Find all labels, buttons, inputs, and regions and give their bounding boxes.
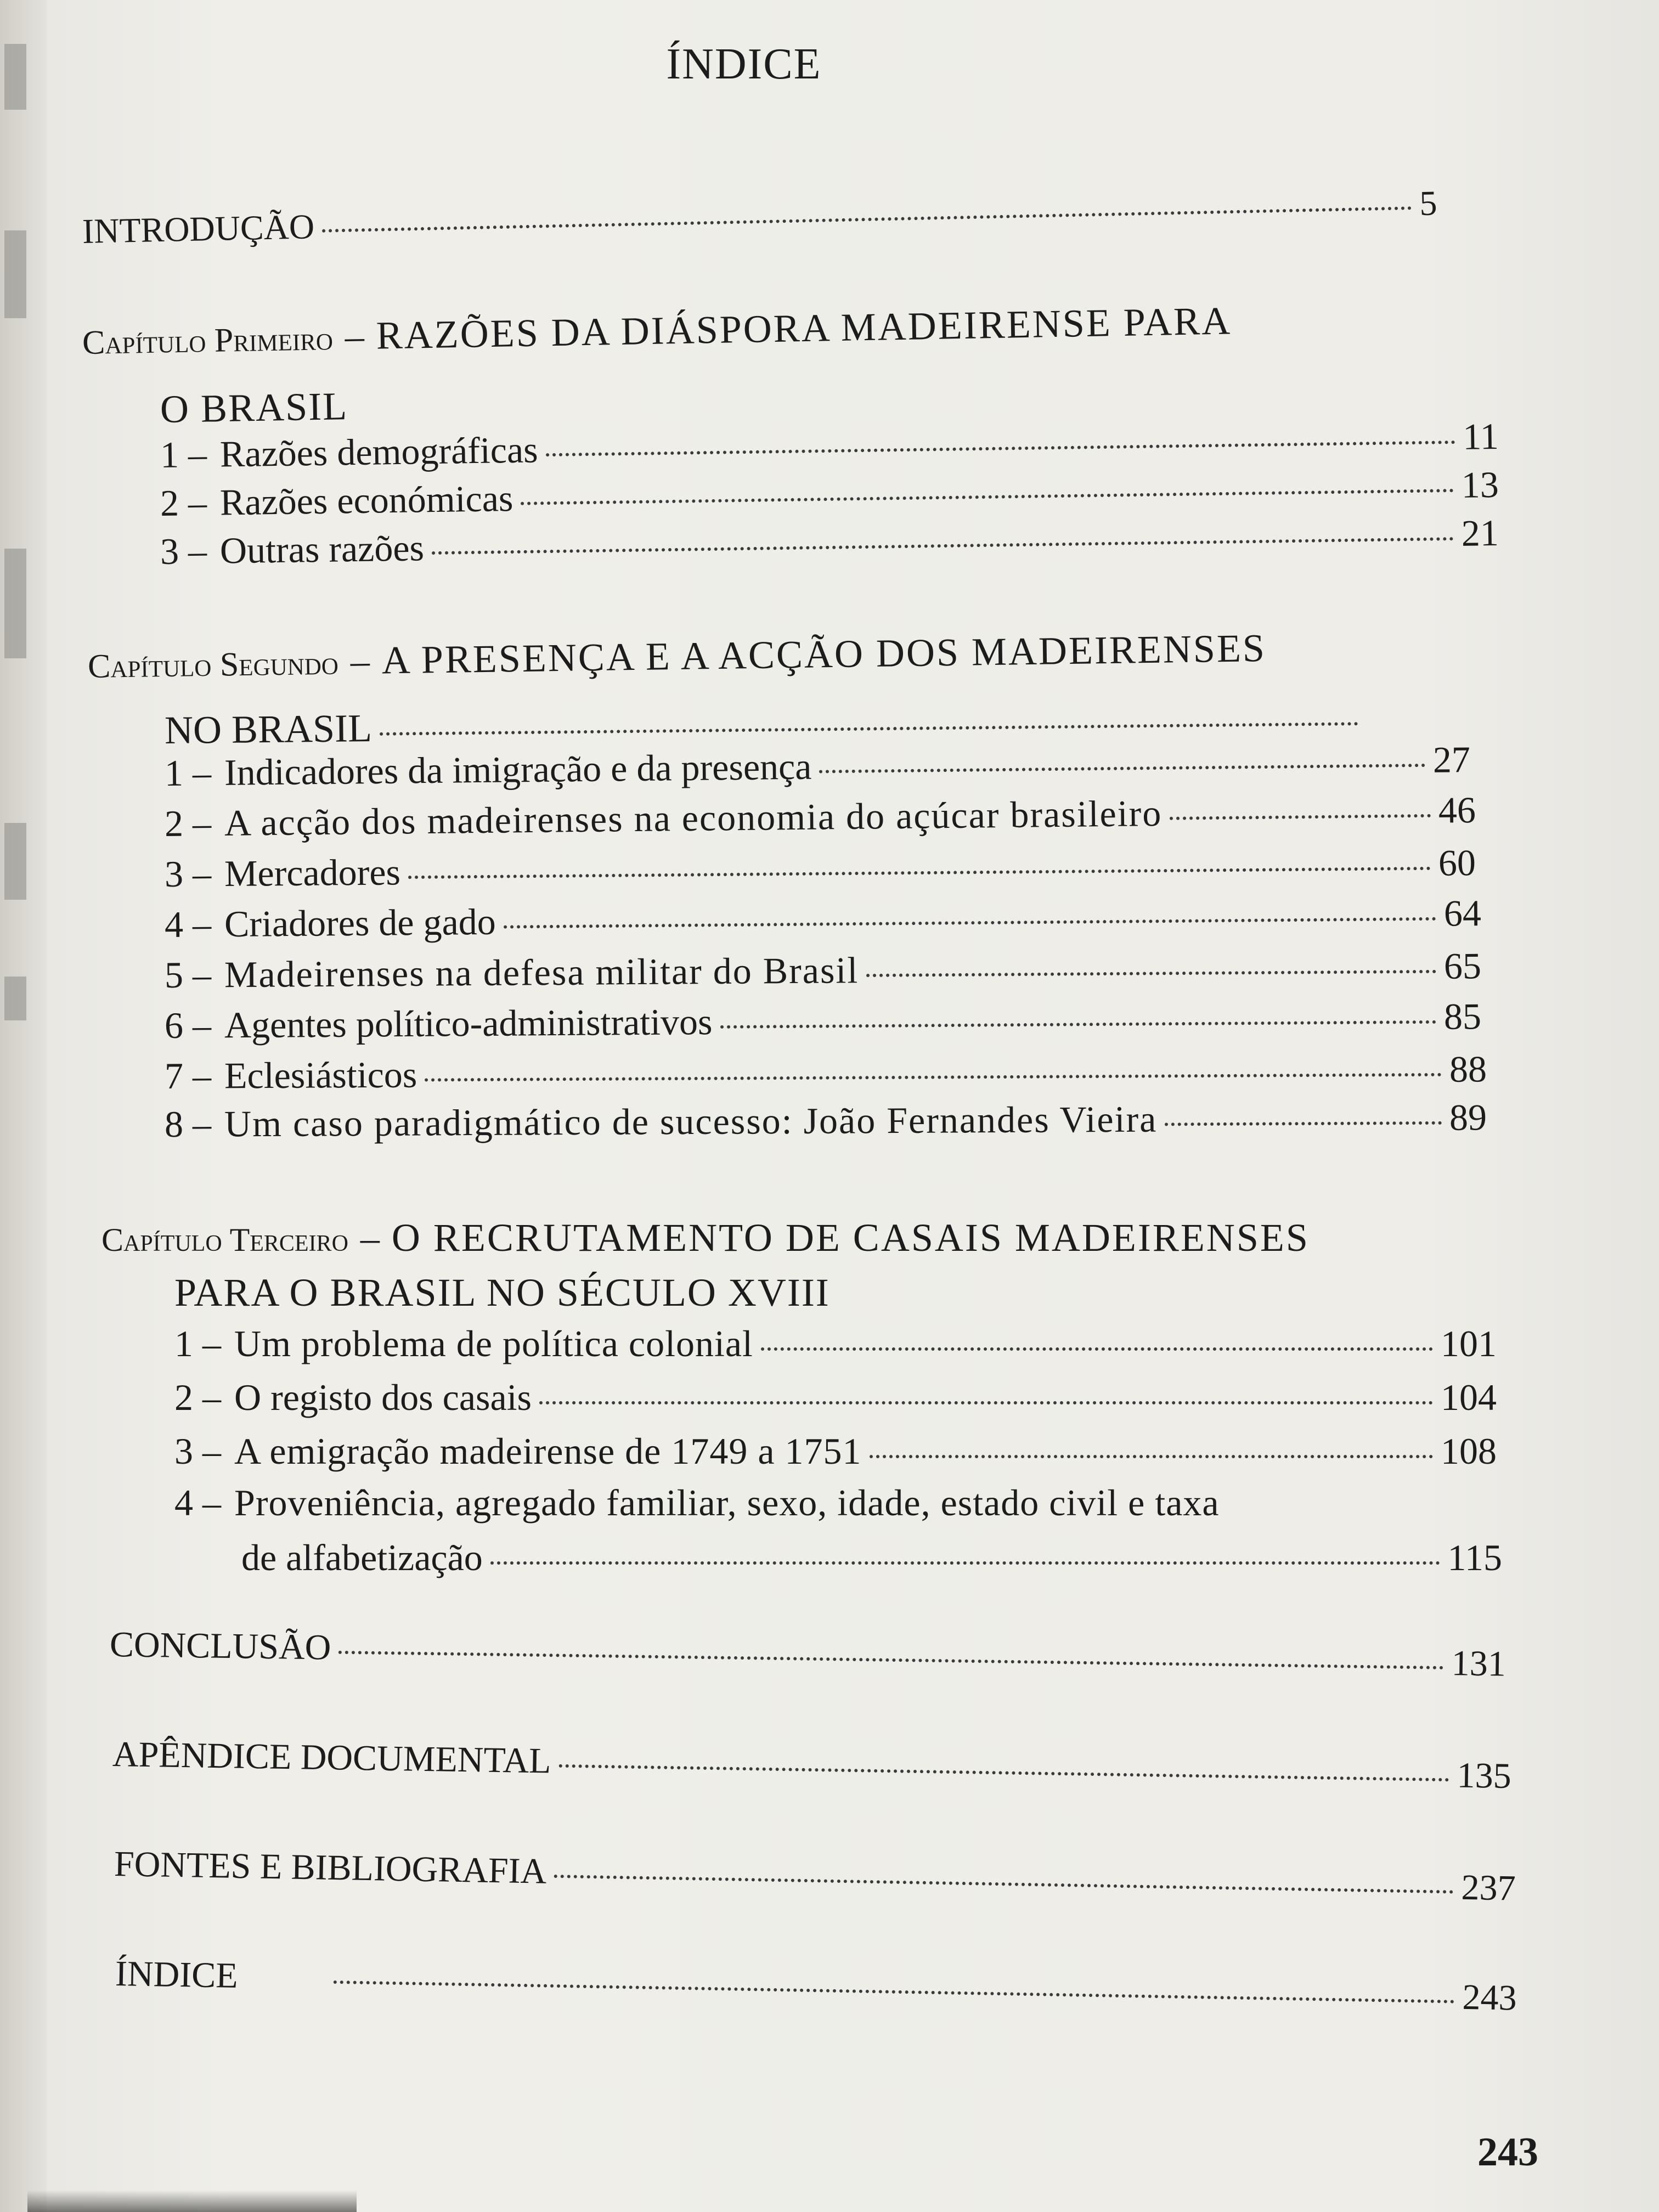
toc-entry	[174, 1430, 1497, 1473]
leader-dots	[521, 489, 1454, 505]
entry-page-number: 13	[1461, 463, 1499, 506]
chapter-dash: –	[350, 640, 370, 683]
leader-dots	[380, 722, 1358, 736]
book-binding	[0, 0, 47, 2212]
binding-mark	[4, 977, 26, 1020]
chapter-title: O RECRUTAMENTO DE CASAIS MADEIRENSES	[391, 1216, 1310, 1260]
entry-label: Razões demográficas	[219, 428, 539, 475]
chapter-prefix: Capítulo Terceiro	[101, 1222, 348, 1258]
entry-page-number: 88	[1449, 1048, 1487, 1090]
leader-dots	[408, 867, 1431, 879]
entry-number: 2 –	[174, 1376, 221, 1418]
entry-label: A emigração madeirense de 1749 a 1751	[234, 1430, 862, 1472]
entry-number: 3 –	[164, 853, 212, 895]
binding-mark	[4, 549, 26, 658]
entry-label-cont: de alfabetização	[241, 1537, 483, 1578]
entry-page-number: 65	[1443, 945, 1482, 987]
page-title: ÍNDICE	[666, 40, 822, 88]
toc-entry	[165, 841, 1476, 896]
leader-dots	[558, 1764, 1449, 1781]
entry-number: 6 –	[164, 1004, 212, 1046]
entry-page-number: 131	[1451, 1643, 1506, 1684]
entry-label: INTRODUÇÃO	[82, 207, 315, 251]
chapter-title-line: NO BRASIL	[164, 706, 373, 752]
chapter-dash: –	[360, 1217, 380, 1260]
entry-label: FONTES E BIBLIOGRAFIA	[114, 1844, 547, 1892]
entry-number: 5 –	[164, 953, 212, 996]
page-folio: 243	[1477, 2130, 1538, 2175]
entry-label: O registo dos casais	[234, 1376, 532, 1418]
entry-number: 4 –	[174, 1482, 221, 1523]
toc-entry-fontes	[114, 1843, 1516, 1910]
leader-dots	[866, 970, 1436, 977]
entry-page-number: 89	[1449, 1096, 1487, 1138]
entry-label: Criadores de gado	[224, 900, 496, 945]
entry-page-number: 135	[1457, 1755, 1512, 1797]
leader-dots	[870, 1455, 1434, 1458]
entry-label: ÍNDICE	[115, 1954, 239, 1996]
page-shadow	[27, 2190, 357, 2212]
toc-entry-conclusao	[109, 1624, 1506, 1685]
entry-page-number: 115	[1447, 1537, 1502, 1578]
toc-entry	[165, 788, 1476, 845]
entry-label: Agentes político-administrativos	[224, 1001, 713, 1046]
entry-label: Um problema de política colonial	[234, 1323, 753, 1364]
entry-page-number: 60	[1438, 842, 1476, 884]
leader-dots	[554, 1875, 1453, 1894]
leader-dots	[490, 1561, 1440, 1565]
entry-number: 3 –	[160, 529, 207, 572]
entry-label: Outras razões	[219, 527, 425, 572]
toc-entry	[165, 944, 1481, 997]
entry-label: Proveniência, agregado familiar, sexo, idade, estado civil e taxa	[234, 1482, 1220, 1523]
toc-entry	[174, 1376, 1497, 1419]
toc-entry-introducao	[82, 183, 1437, 252]
entry-page-number: 64	[1443, 892, 1482, 934]
leader-dots	[432, 537, 1454, 555]
leader-dots	[1170, 814, 1431, 820]
entry-number: 4 –	[164, 903, 212, 945]
binding-mark	[4, 823, 26, 900]
entry-page-number: 101	[1441, 1323, 1497, 1364]
entry-number: 8 –	[164, 1103, 212, 1145]
toc-entry	[165, 1047, 1487, 1098]
chapter-title-cont: O BRASIL	[160, 384, 348, 431]
toc-entry	[241, 1536, 1502, 1579]
entry-number: 1 –	[164, 752, 212, 794]
entry-label: Eclesiásticos	[224, 1053, 417, 1097]
entry-label: Mercadores	[224, 851, 401, 895]
entry-number: 3 –	[174, 1430, 221, 1472]
entry-label: Razões económicas	[219, 477, 514, 523]
toc-entry-indice	[115, 1953, 1517, 2019]
toc-entry-line1	[174, 1481, 1220, 1525]
entry-page-number: 27	[1432, 738, 1471, 781]
leader-dots	[333, 1980, 1454, 2004]
entry-label: Um caso paradigmático de sucesso: João Fernandes Vieira	[224, 1098, 1158, 1145]
leader-dots	[1165, 1121, 1442, 1126]
entry-page-number: 85	[1443, 995, 1482, 1037]
chapter-prefix: Capítulo Segundo	[87, 644, 339, 685]
entry-number: 2 –	[160, 481, 207, 524]
chapter-title: RAZÕES DA DIÁSPORA MADEIRENSE PARA	[376, 298, 1232, 358]
chapter-title: A PRESENÇA E A ACÇÃO DOS MADEIRENSES	[381, 626, 1267, 682]
entry-page-number: 11	[1462, 415, 1499, 458]
toc-entry	[165, 891, 1482, 946]
entry-page-number: 104	[1441, 1376, 1497, 1418]
entry-label: Madeirenses na defesa militar do Brasil	[224, 949, 859, 996]
entry-label: CONCLUSÃO	[109, 1624, 331, 1668]
entry-page-number: 237	[1460, 1867, 1516, 1909]
entry-number: 7 –	[164, 1054, 212, 1097]
entry-page-number: 108	[1441, 1430, 1497, 1472]
leader-dots	[539, 1401, 1433, 1404]
chapter-title-cont: PARA O BRASIL NO SÉCULO XVIII	[174, 1271, 830, 1314]
entry-page-number: 243	[1462, 1977, 1517, 2018]
chapter-heading-1	[82, 298, 1232, 364]
chapter-dash: –	[345, 315, 365, 358]
entry-number: 1 –	[174, 1323, 221, 1364]
entry-label: A acção dos madeirenses na economia do açúcar brasileiro	[224, 792, 1163, 844]
entry-page-number: 46	[1438, 788, 1476, 831]
leader-dots	[322, 206, 1412, 233]
toc-entry	[174, 1322, 1497, 1365]
chapter-prefix: Capítulo Primeiro	[82, 320, 334, 362]
leader-dots	[546, 441, 1455, 456]
chapter-heading-3	[101, 1215, 1310, 1261]
leader-dots	[720, 1020, 1436, 1029]
toc-entry	[165, 995, 1481, 1047]
leader-dots	[338, 1651, 1443, 1669]
entry-number: 1 –	[160, 433, 207, 476]
leader-dots	[761, 1347, 1433, 1351]
leader-dots	[425, 1073, 1442, 1082]
entry-number: 2 –	[164, 802, 212, 844]
toc-entry	[165, 1096, 1487, 1146]
toc-entry-apendice	[112, 1734, 1511, 1797]
leader-dots	[504, 917, 1436, 929]
entry-page-number: 5	[1419, 183, 1438, 223]
leader-dots	[819, 764, 1425, 774]
entry-page-number: 21	[1461, 511, 1499, 554]
entry-label: Indicadores da imigração e da presença	[224, 745, 812, 793]
chapter-heading-2	[87, 625, 1266, 687]
binding-mark	[4, 230, 26, 318]
entry-label: APÊNDICE DOCUMENTAL	[112, 1734, 551, 1781]
